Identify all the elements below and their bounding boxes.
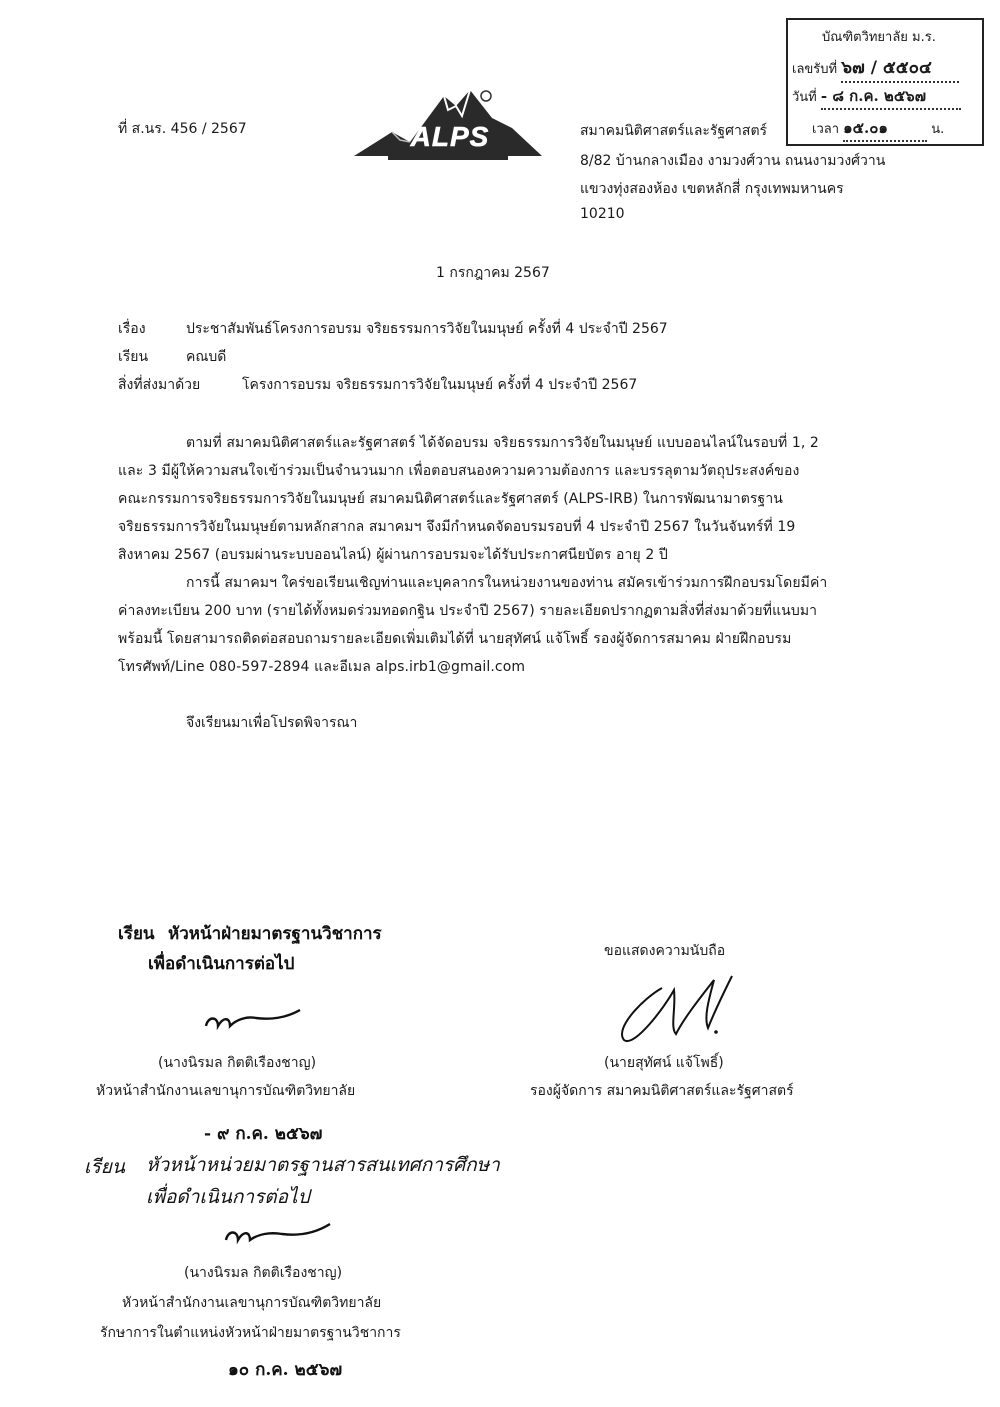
closing-text: จึงเรียนมาเพื่อโปรดพิจารณา [186, 715, 358, 731]
to-label: เรียน [118, 349, 149, 365]
endorsement-2-name: (นางนิรมล กิตติเรืองชาญ) [184, 1265, 343, 1281]
org-address-line-2: แขวงทุ่งสองห้อง เขตหลักสี่ กรุงเทพมหานคร [580, 181, 844, 197]
body-p2-line: การนี้ สมาคมฯ ใคร่ขอเรียนเชิญท่านและบุคลากรในหน่วยงานของท่าน สมัครเข้าร่วมการฝึกอบรมโดยมีค่า [186, 575, 828, 591]
endorsement-2-signature [220, 1212, 340, 1252]
enclosure-label: สิ่งที่ส่งมาด้วย [118, 377, 201, 393]
endorsement-2-position-1: หัวหน้าสำนักงานเลขานุการบัณฑิตวิทยาลัย [122, 1295, 382, 1311]
stamp-time-value: ๑๕.๐๑ [843, 116, 927, 142]
stamp-time-suffix: น. [931, 122, 945, 137]
body-p1-line: สิงหาคม 2567 (อบรมผ่านระบบออนไลน์) ผู้ผ่านการอบรมจะได้รับประกาศนียบัตร อายุ 2 ปี [118, 547, 668, 563]
endorsement-1-to: หัวหน้าฝ่ายมาตรฐานวิชาการ [168, 924, 382, 944]
logo-text: ALPS [410, 121, 490, 152]
letter-date: 1 กรกฎาคม 2567 [436, 265, 550, 281]
sender-position: รองผู้จัดการ สมาคมนิติศาสตร์และรัฐศาสตร์ [530, 1083, 794, 1099]
stamp-receive-label: เลขรับที่ [792, 62, 838, 77]
subject-text: ประชาสัมพันธ์โครงการอบรม จริยธรรมการวิจัยในมนุษย์ ครั้งที่ 4 ประจำปี 2567 [186, 321, 668, 337]
stamp-date-label: วันที่ [792, 90, 817, 105]
subject-label: เรื่อง [118, 321, 146, 337]
receipt-stamp [786, 18, 984, 146]
endorsement-1-action: เพื่อดำเนินการต่อไป [148, 954, 295, 974]
body-p1-line: จริยธรรมการวิจัยในมนุษย์ตามหลักสากล สมาคมฯ จึงมีกำหนดจัดอบรมรอบที่ 4 ประจำปี 2567 ในวันจันทร์ที่ 19 [118, 519, 796, 535]
enclosure-text: โครงการอบรม จริยธรรมการวิจัยในมนุษย์ ครั้งที่ 4 ประจำปี 2567 [242, 377, 638, 393]
endorsement-2-action: เพื่อดำเนินการต่อไป [146, 1186, 310, 1208]
stamp-office: บัณฑิตวิทยาลัย ม.ร. [822, 30, 936, 45]
sender-signature [604, 968, 754, 1048]
endorsement-1-to-label: เรียน [118, 924, 155, 944]
to-text: คณบดี [186, 349, 227, 365]
body-p2-line: ค่าลงทะเบียน 200 บาท (รายได้ทั้งหมดร่วมทอดกฐิน ประจำปี 2567) รายละเอียดปรากฏตามสิ่งที่ส่งมาด้วยที่แนบมา [118, 603, 818, 619]
endorsement-2-to-label: เรียน [84, 1156, 125, 1178]
sender-name: (นายสุทัศน์ แจ้โพธิ์) [604, 1055, 724, 1071]
org-name: สมาคมนิติศาสตร์และรัฐศาสตร์ [580, 123, 768, 139]
endorsement-2-position-2: รักษาการในตำแหน่งหัวหน้าฝ่ายมาตรฐานวิชาการ [100, 1325, 401, 1341]
endorsement-1-name: (นางนิรมล กิตติเรืองชาญ) [158, 1055, 317, 1071]
endorsement-1-position: หัวหน้าสำนักงานเลขานุการบัณฑิตวิทยาลัย [96, 1083, 356, 1099]
endorsement-2-date: ๑๐ ก.ค. ๒๕๖๗ [228, 1360, 343, 1380]
endorsement-2-to: หัวหน้าหน่วยมาตรฐานสารสนเทศการศึกษา [146, 1154, 500, 1176]
stamp-date-value: - ๘ ก.ค. ๒๕๖๗ [821, 84, 961, 110]
regards-text: ขอแสดงความนับถือ [604, 943, 726, 959]
body-p2-line: พร้อมนี้ โดยสามารถติดต่อสอบถามรายละเอียดเพิ่มเติมได้ที่ นายสุทัศน์ แจ้โพธิ์ รองผู้จัดการสมาคม ฝ่ายฝึกอบรม [118, 631, 792, 647]
alps-logo [352, 82, 544, 166]
reference-number: ที่ ส.นร. 456 / 2567 [118, 121, 247, 137]
stamp-time-label: เวลา [812, 122, 840, 137]
org-postcode: 10210 [580, 206, 625, 222]
org-address-line-1: 8/82 บ้านกลางเมือง งามวงศ์วาน ถนนงามวงศ์วาน [580, 153, 886, 169]
stamp-receive-no: ๖๗ / ๕๕๐๔ [841, 54, 959, 83]
endorsement-1-signature [200, 1000, 310, 1040]
body-p1-line: ตามที่ สมาคมนิติศาสตร์และรัฐศาสตร์ ได้จัดอบรม จริยธรรมการวิจัยในมนุษย์ แบบออนไลน์ในรอบที่ 1, 2 [186, 435, 819, 451]
body-p1-line: คณะกรรมการจริยธรรมการวิจัยในมนุษย์ สมาคมนิติศาสตร์และรัฐศาสตร์ (ALPS-IRB) ในการพัฒนามาตรฐาน [118, 491, 783, 507]
body-p1-line: และ 3 มีผู้ให้ความสนใจเข้าร่วมเป็นจำนวนมาก เพื่อตอบสนองความความต้องการ และบรรลุตามวัตถุประสงค์ของ [118, 463, 800, 479]
endorsement-1-date: - ๙ ก.ค. ๒๕๖๗ [204, 1124, 323, 1144]
body-p2-line: โทรศัพท์/Line 080-597-2894 และอีเมล alps.irb1@gmail.com [118, 659, 526, 675]
